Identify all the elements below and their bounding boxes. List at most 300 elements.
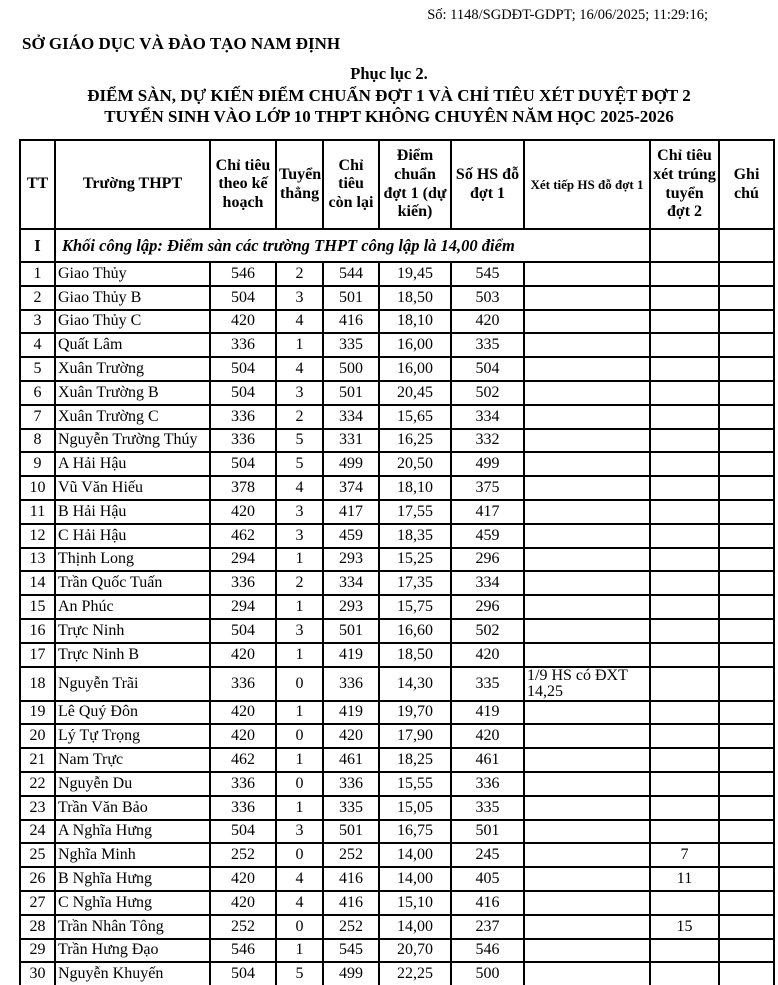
cell-note bbox=[719, 843, 774, 867]
cell-note bbox=[719, 939, 774, 963]
cell-remaining: 501 bbox=[323, 286, 379, 310]
cell-note bbox=[719, 548, 774, 572]
cell-cutoff: 15,65 bbox=[379, 405, 451, 429]
cell-direct: 3 bbox=[276, 820, 323, 844]
cell-direct: 1 bbox=[276, 643, 323, 667]
cell-cutoff: 17,90 bbox=[379, 724, 451, 748]
document-title-line2: TUYỂN SINH VÀO LỚP 10 THPT KHÔNG CHUYÊN NĂM HỌC 2025-2026 bbox=[104, 107, 674, 126]
cell-passed: 335 bbox=[451, 796, 524, 820]
cell-note bbox=[719, 571, 774, 595]
cell-passed: 335 bbox=[451, 667, 524, 701]
cell-remaining: 416 bbox=[323, 310, 379, 334]
col-header-passed: Số HS đỗ đợt 1 bbox=[451, 140, 524, 229]
cell-plan: 336 bbox=[210, 667, 276, 701]
cell-direct: 1 bbox=[276, 333, 323, 357]
cell-xet_tiep bbox=[524, 381, 650, 405]
appendix-label: Phục lục 2. bbox=[350, 64, 428, 83]
cell-plan: 336 bbox=[210, 429, 276, 453]
cell-school: Trực Ninh B bbox=[55, 643, 210, 667]
cell-round2 bbox=[650, 429, 719, 453]
col-header-cutoff: Điểm chuẩn đợt 1 (dự kiến) bbox=[379, 140, 451, 229]
cell-round2 bbox=[650, 595, 719, 619]
cell-cutoff: 18,50 bbox=[379, 286, 451, 310]
cell-note bbox=[719, 429, 774, 453]
cell-note bbox=[719, 820, 774, 844]
cell-remaining: 252 bbox=[323, 843, 379, 867]
cell-remaining: 499 bbox=[323, 452, 379, 476]
cell-xet_tiep bbox=[524, 595, 650, 619]
cell-remaining: 416 bbox=[323, 891, 379, 915]
cell-xet_tiep bbox=[524, 843, 650, 867]
table-header-row bbox=[20, 140, 774, 229]
cell-passed: 420 bbox=[451, 724, 524, 748]
cell-school: Nguyễn Khuyến bbox=[55, 962, 210, 985]
cell-remaining: 501 bbox=[323, 381, 379, 405]
cell-direct: 5 bbox=[276, 429, 323, 453]
col-header-xet_tiep: Xét tiếp HS đỗ đợt 1 bbox=[524, 140, 650, 229]
cell-school: Vũ Văn Hiếu bbox=[55, 476, 210, 500]
cell-round2 bbox=[650, 571, 719, 595]
cell-round2 bbox=[650, 891, 719, 915]
cell-xet_tiep bbox=[524, 429, 650, 453]
cell-note bbox=[719, 524, 774, 548]
cell-cutoff: 16,75 bbox=[379, 820, 451, 844]
cell-passed: 502 bbox=[451, 381, 524, 405]
cell-xet_tiep: 1/9 HS có ĐXT 14,25 bbox=[524, 667, 650, 701]
cell-school: Trần Văn Bảo bbox=[55, 796, 210, 820]
cell-note bbox=[719, 667, 774, 701]
cell-plan: 420 bbox=[210, 643, 276, 667]
cell-xet_tiep bbox=[524, 357, 650, 381]
cell-xet_tiep bbox=[524, 310, 650, 334]
cell-round2: 7 bbox=[650, 843, 719, 867]
cell-round2 bbox=[650, 333, 719, 357]
cell-cutoff: 16,00 bbox=[379, 357, 451, 381]
document-ref-number: Số: 1148/SGDĐT-GDPT; 16/06/2025; 11:29:16; bbox=[427, 7, 708, 23]
cell-note bbox=[719, 915, 774, 939]
cell-cutoff: 18,35 bbox=[379, 524, 451, 548]
cell-school: Trần Hưng Đạo bbox=[55, 939, 210, 963]
cell-note bbox=[719, 286, 774, 310]
cell-round2 bbox=[650, 405, 719, 429]
cell-tt: 22 bbox=[20, 772, 55, 796]
cell-xet_tiep bbox=[524, 867, 650, 891]
cell-note bbox=[719, 772, 774, 796]
cell-round2 bbox=[650, 548, 719, 572]
cell-note bbox=[719, 452, 774, 476]
cell-note bbox=[719, 405, 774, 429]
cell-tt: 12 bbox=[20, 524, 55, 548]
cell-cutoff: 18,50 bbox=[379, 643, 451, 667]
cell-plan: 336 bbox=[210, 796, 276, 820]
cell-note bbox=[719, 796, 774, 820]
cell-school: Giao Thủy B bbox=[55, 286, 210, 310]
cell-remaining: 545 bbox=[323, 939, 379, 963]
cell-tt: 2 bbox=[20, 286, 55, 310]
cell-round2 bbox=[650, 524, 719, 548]
cell-note bbox=[719, 891, 774, 915]
cell-plan: 504 bbox=[210, 820, 276, 844]
cell-tt: 15 bbox=[20, 595, 55, 619]
cell-tt: 9 bbox=[20, 452, 55, 476]
table-row bbox=[20, 452, 774, 476]
cell-xet_tiep bbox=[524, 796, 650, 820]
cell-cutoff: 17,35 bbox=[379, 571, 451, 595]
cell-direct: 3 bbox=[276, 524, 323, 548]
cell-passed: 336 bbox=[451, 772, 524, 796]
cell-plan: 504 bbox=[210, 962, 276, 985]
cell-round2 bbox=[650, 724, 719, 748]
cell-cutoff: 14,00 bbox=[379, 867, 451, 891]
cell-passed: 419 bbox=[451, 701, 524, 725]
cell-plan: 420 bbox=[210, 701, 276, 725]
cell-tt: 29 bbox=[20, 939, 55, 963]
cell-remaining: 461 bbox=[323, 748, 379, 772]
cell-note bbox=[719, 619, 774, 643]
cell-plan: 420 bbox=[210, 724, 276, 748]
cell-direct: 4 bbox=[276, 891, 323, 915]
cell-xet_tiep bbox=[524, 619, 650, 643]
table-row bbox=[20, 548, 774, 572]
cell-round2 bbox=[650, 939, 719, 963]
cell-tt: 11 bbox=[20, 500, 55, 524]
cell-cutoff: 18,10 bbox=[379, 310, 451, 334]
cell-tt: 10 bbox=[20, 476, 55, 500]
cell-remaining: 499 bbox=[323, 962, 379, 985]
cell-direct: 5 bbox=[276, 962, 323, 985]
cell-passed: 503 bbox=[451, 286, 524, 310]
cell-direct: 2 bbox=[276, 405, 323, 429]
cell-round2 bbox=[650, 381, 719, 405]
table-row bbox=[20, 667, 774, 701]
cell-plan: 504 bbox=[210, 357, 276, 381]
cell-note bbox=[719, 724, 774, 748]
cell-note bbox=[719, 748, 774, 772]
cell-plan: 420 bbox=[210, 867, 276, 891]
cell-xet_tiep bbox=[524, 286, 650, 310]
cell-direct: 1 bbox=[276, 796, 323, 820]
cell-remaining: 416 bbox=[323, 867, 379, 891]
section-empty-cell bbox=[650, 229, 719, 262]
cell-direct: 2 bbox=[276, 571, 323, 595]
cell-remaining: 544 bbox=[323, 262, 379, 286]
col-header-direct: Tuyển thẳng bbox=[276, 140, 323, 229]
cell-cutoff: 20,50 bbox=[379, 452, 451, 476]
table-row bbox=[20, 405, 774, 429]
table-row bbox=[20, 429, 774, 453]
cell-cutoff: 20,70 bbox=[379, 939, 451, 963]
cell-xet_tiep bbox=[524, 262, 650, 286]
cell-direct: 4 bbox=[276, 867, 323, 891]
cell-school: Giao Thủy bbox=[55, 262, 210, 286]
cell-cutoff: 20,45 bbox=[379, 381, 451, 405]
cell-note bbox=[719, 381, 774, 405]
cell-remaining: 335 bbox=[323, 796, 379, 820]
cell-tt: 16 bbox=[20, 619, 55, 643]
cell-school: A Hải Hậu bbox=[55, 452, 210, 476]
cell-note bbox=[719, 333, 774, 357]
cell-round2 bbox=[650, 452, 719, 476]
cell-school: Nguyễn Du bbox=[55, 772, 210, 796]
table-row bbox=[20, 619, 774, 643]
cell-tt: 21 bbox=[20, 748, 55, 772]
cell-remaining: 501 bbox=[323, 619, 379, 643]
cell-plan: 462 bbox=[210, 524, 276, 548]
cell-round2 bbox=[650, 619, 719, 643]
cell-xet_tiep bbox=[524, 500, 650, 524]
cell-tt: 1 bbox=[20, 262, 55, 286]
cell-round2 bbox=[650, 310, 719, 334]
cell-tt: 23 bbox=[20, 796, 55, 820]
cell-tt: 14 bbox=[20, 571, 55, 595]
cell-round2 bbox=[650, 820, 719, 844]
table-row bbox=[20, 915, 774, 939]
cell-direct: 4 bbox=[276, 476, 323, 500]
cell-xet_tiep bbox=[524, 748, 650, 772]
cell-xet_tiep bbox=[524, 405, 650, 429]
table-row bbox=[20, 262, 774, 286]
cell-school: B Hải Hậu bbox=[55, 500, 210, 524]
cell-passed: 501 bbox=[451, 820, 524, 844]
cell-note bbox=[719, 476, 774, 500]
cell-remaining: 336 bbox=[323, 667, 379, 701]
table-row bbox=[20, 843, 774, 867]
cell-remaining: 334 bbox=[323, 571, 379, 595]
cell-cutoff: 14,00 bbox=[379, 843, 451, 867]
cell-xet_tiep bbox=[524, 524, 650, 548]
cell-tt: 19 bbox=[20, 701, 55, 725]
cell-cutoff: 15,10 bbox=[379, 891, 451, 915]
cell-tt: 27 bbox=[20, 891, 55, 915]
cell-xet_tiep bbox=[524, 891, 650, 915]
cell-tt: 28 bbox=[20, 915, 55, 939]
cell-xet_tiep bbox=[524, 772, 650, 796]
cell-remaining: 417 bbox=[323, 500, 379, 524]
cell-cutoff: 15,75 bbox=[379, 595, 451, 619]
cell-xet_tiep bbox=[524, 452, 650, 476]
cell-school: An Phúc bbox=[55, 595, 210, 619]
cell-passed: 335 bbox=[451, 333, 524, 357]
cell-round2 bbox=[650, 701, 719, 725]
cell-tt: 30 bbox=[20, 962, 55, 985]
cell-school: Xuân Trường B bbox=[55, 381, 210, 405]
cell-school: Giao Thủy C bbox=[55, 310, 210, 334]
cell-plan: 294 bbox=[210, 595, 276, 619]
cell-passed: 245 bbox=[451, 843, 524, 867]
cell-direct: 0 bbox=[276, 724, 323, 748]
cell-remaining: 252 bbox=[323, 915, 379, 939]
cell-plan: 462 bbox=[210, 748, 276, 772]
cell-round2 bbox=[650, 357, 719, 381]
cell-remaining: 334 bbox=[323, 405, 379, 429]
table-row bbox=[20, 796, 774, 820]
cell-direct: 1 bbox=[276, 595, 323, 619]
cell-remaining: 459 bbox=[323, 524, 379, 548]
cell-remaining: 419 bbox=[323, 643, 379, 667]
cell-round2 bbox=[650, 643, 719, 667]
document-title-line1: ĐIỂM SÀN, DỰ KIẾN ĐIỂM CHUẨN ĐỢT 1 VÀ CHỈ TIÊU XÉT DUYỆT ĐỢT 2 bbox=[87, 86, 691, 105]
cell-cutoff: 16,25 bbox=[379, 429, 451, 453]
table-row bbox=[20, 939, 774, 963]
cell-direct: 1 bbox=[276, 939, 323, 963]
table-row bbox=[20, 867, 774, 891]
cell-tt: 26 bbox=[20, 867, 55, 891]
cell-school: Xuân Trường C bbox=[55, 405, 210, 429]
cell-cutoff: 14,00 bbox=[379, 915, 451, 939]
cell-note bbox=[719, 701, 774, 725]
section-row bbox=[20, 229, 774, 262]
cell-school: Trực Ninh bbox=[55, 619, 210, 643]
table-row bbox=[20, 571, 774, 595]
cell-school: Trần Nhân Tông bbox=[55, 915, 210, 939]
table-row bbox=[20, 701, 774, 725]
cell-passed: 461 bbox=[451, 748, 524, 772]
cell-passed: 546 bbox=[451, 939, 524, 963]
cell-remaining: 419 bbox=[323, 701, 379, 725]
cell-cutoff: 19,45 bbox=[379, 262, 451, 286]
cell-xet_tiep bbox=[524, 643, 650, 667]
table-row bbox=[20, 357, 774, 381]
cell-round2 bbox=[650, 962, 719, 985]
agency-name: SỞ GIÁO DỤC VÀ ĐÀO TẠO NAM ĐỊNH bbox=[22, 34, 341, 53]
col-header-tt: TT bbox=[20, 140, 55, 229]
table-row bbox=[20, 310, 774, 334]
cell-cutoff: 15,05 bbox=[379, 796, 451, 820]
cell-passed: 334 bbox=[451, 571, 524, 595]
cell-school: C Nghĩa Hưng bbox=[55, 891, 210, 915]
cell-tt: 13 bbox=[20, 548, 55, 572]
cell-school: A Nghĩa Hưng bbox=[55, 820, 210, 844]
table-row bbox=[20, 820, 774, 844]
cell-school: B Nghĩa Hưng bbox=[55, 867, 210, 891]
col-header-note: Ghi chú bbox=[719, 140, 774, 229]
cell-note bbox=[719, 357, 774, 381]
cell-passed: 296 bbox=[451, 548, 524, 572]
admission-table bbox=[19, 139, 775, 985]
cell-remaining: 500 bbox=[323, 357, 379, 381]
cell-tt: 18 bbox=[20, 667, 55, 701]
cell-school: Lý Tự Trọng bbox=[55, 724, 210, 748]
section-empty-cell bbox=[719, 229, 774, 262]
cell-direct: 1 bbox=[276, 748, 323, 772]
cell-direct: 3 bbox=[276, 286, 323, 310]
cell-school: Xuân Trường bbox=[55, 357, 210, 381]
table-row bbox=[20, 595, 774, 619]
cell-cutoff: 18,25 bbox=[379, 748, 451, 772]
cell-passed: 237 bbox=[451, 915, 524, 939]
cell-note bbox=[719, 595, 774, 619]
cell-tt: 25 bbox=[20, 843, 55, 867]
cell-xet_tiep bbox=[524, 476, 650, 500]
cell-plan: 252 bbox=[210, 915, 276, 939]
cell-xet_tiep bbox=[524, 548, 650, 572]
cell-plan: 420 bbox=[210, 310, 276, 334]
table-row bbox=[20, 748, 774, 772]
cell-remaining: 331 bbox=[323, 429, 379, 453]
cell-remaining: 374 bbox=[323, 476, 379, 500]
cell-xet_tiep bbox=[524, 939, 650, 963]
cell-direct: 3 bbox=[276, 619, 323, 643]
cell-school: Nghĩa Minh bbox=[55, 843, 210, 867]
cell-school: C Hải Hậu bbox=[55, 524, 210, 548]
cell-remaining: 293 bbox=[323, 548, 379, 572]
cell-xet_tiep bbox=[524, 701, 650, 725]
col-header-school: Trường THPT bbox=[55, 140, 210, 229]
cell-remaining: 501 bbox=[323, 820, 379, 844]
cell-tt: 24 bbox=[20, 820, 55, 844]
cell-direct: 3 bbox=[276, 381, 323, 405]
cell-direct: 1 bbox=[276, 701, 323, 725]
cell-round2 bbox=[650, 500, 719, 524]
cell-passed: 332 bbox=[451, 429, 524, 453]
cell-xet_tiep bbox=[524, 333, 650, 357]
cell-round2 bbox=[650, 796, 719, 820]
cell-plan: 504 bbox=[210, 381, 276, 405]
cell-school: Nam Trực bbox=[55, 748, 210, 772]
cell-passed: 416 bbox=[451, 891, 524, 915]
cell-tt: 17 bbox=[20, 643, 55, 667]
cell-cutoff: 18,10 bbox=[379, 476, 451, 500]
cell-round2 bbox=[650, 667, 719, 701]
cell-school: Nguyễn Trãi bbox=[55, 667, 210, 701]
cell-tt: 8 bbox=[20, 429, 55, 453]
cell-tt: 4 bbox=[20, 333, 55, 357]
cell-plan: 546 bbox=[210, 262, 276, 286]
cell-xet_tiep bbox=[524, 820, 650, 844]
cell-passed: 375 bbox=[451, 476, 524, 500]
cell-tt: 3 bbox=[20, 310, 55, 334]
cell-note bbox=[719, 867, 774, 891]
cell-plan: 336 bbox=[210, 571, 276, 595]
cell-school: Trần Quốc Tuấn bbox=[55, 571, 210, 595]
table-row bbox=[20, 500, 774, 524]
cell-school: Lê Quý Đôn bbox=[55, 701, 210, 725]
cell-passed: 500 bbox=[451, 962, 524, 985]
cell-plan: 420 bbox=[210, 891, 276, 915]
cell-passed: 502 bbox=[451, 619, 524, 643]
cell-tt: 7 bbox=[20, 405, 55, 429]
cell-passed: 417 bbox=[451, 500, 524, 524]
col-header-plan: Chỉ tiêu theo kế hoạch bbox=[210, 140, 276, 229]
col-header-round2: Chỉ tiêu xét trúng tuyển đợt 2 bbox=[650, 140, 719, 229]
cell-remaining: 336 bbox=[323, 772, 379, 796]
cell-xet_tiep bbox=[524, 915, 650, 939]
cell-school: Nguyễn Trường Thúy bbox=[55, 429, 210, 453]
cell-school: Quất Lâm bbox=[55, 333, 210, 357]
cell-school: Thịnh Long bbox=[55, 548, 210, 572]
cell-cutoff: 15,55 bbox=[379, 772, 451, 796]
cell-cutoff: 14,30 bbox=[379, 667, 451, 701]
cell-plan: 546 bbox=[210, 939, 276, 963]
cell-plan: 294 bbox=[210, 548, 276, 572]
cell-direct: 5 bbox=[276, 452, 323, 476]
cell-passed: 504 bbox=[451, 357, 524, 381]
cell-xet_tiep bbox=[524, 571, 650, 595]
cell-xet_tiep bbox=[524, 724, 650, 748]
cell-direct: 3 bbox=[276, 500, 323, 524]
cell-plan: 420 bbox=[210, 500, 276, 524]
cell-passed: 459 bbox=[451, 524, 524, 548]
cell-passed: 499 bbox=[451, 452, 524, 476]
cell-round2: 15 bbox=[650, 915, 719, 939]
cell-passed: 545 bbox=[451, 262, 524, 286]
table-row bbox=[20, 524, 774, 548]
cell-round2 bbox=[650, 286, 719, 310]
cell-passed: 296 bbox=[451, 595, 524, 619]
table-row bbox=[20, 891, 774, 915]
table-row bbox=[20, 333, 774, 357]
section-index: I bbox=[20, 229, 55, 262]
